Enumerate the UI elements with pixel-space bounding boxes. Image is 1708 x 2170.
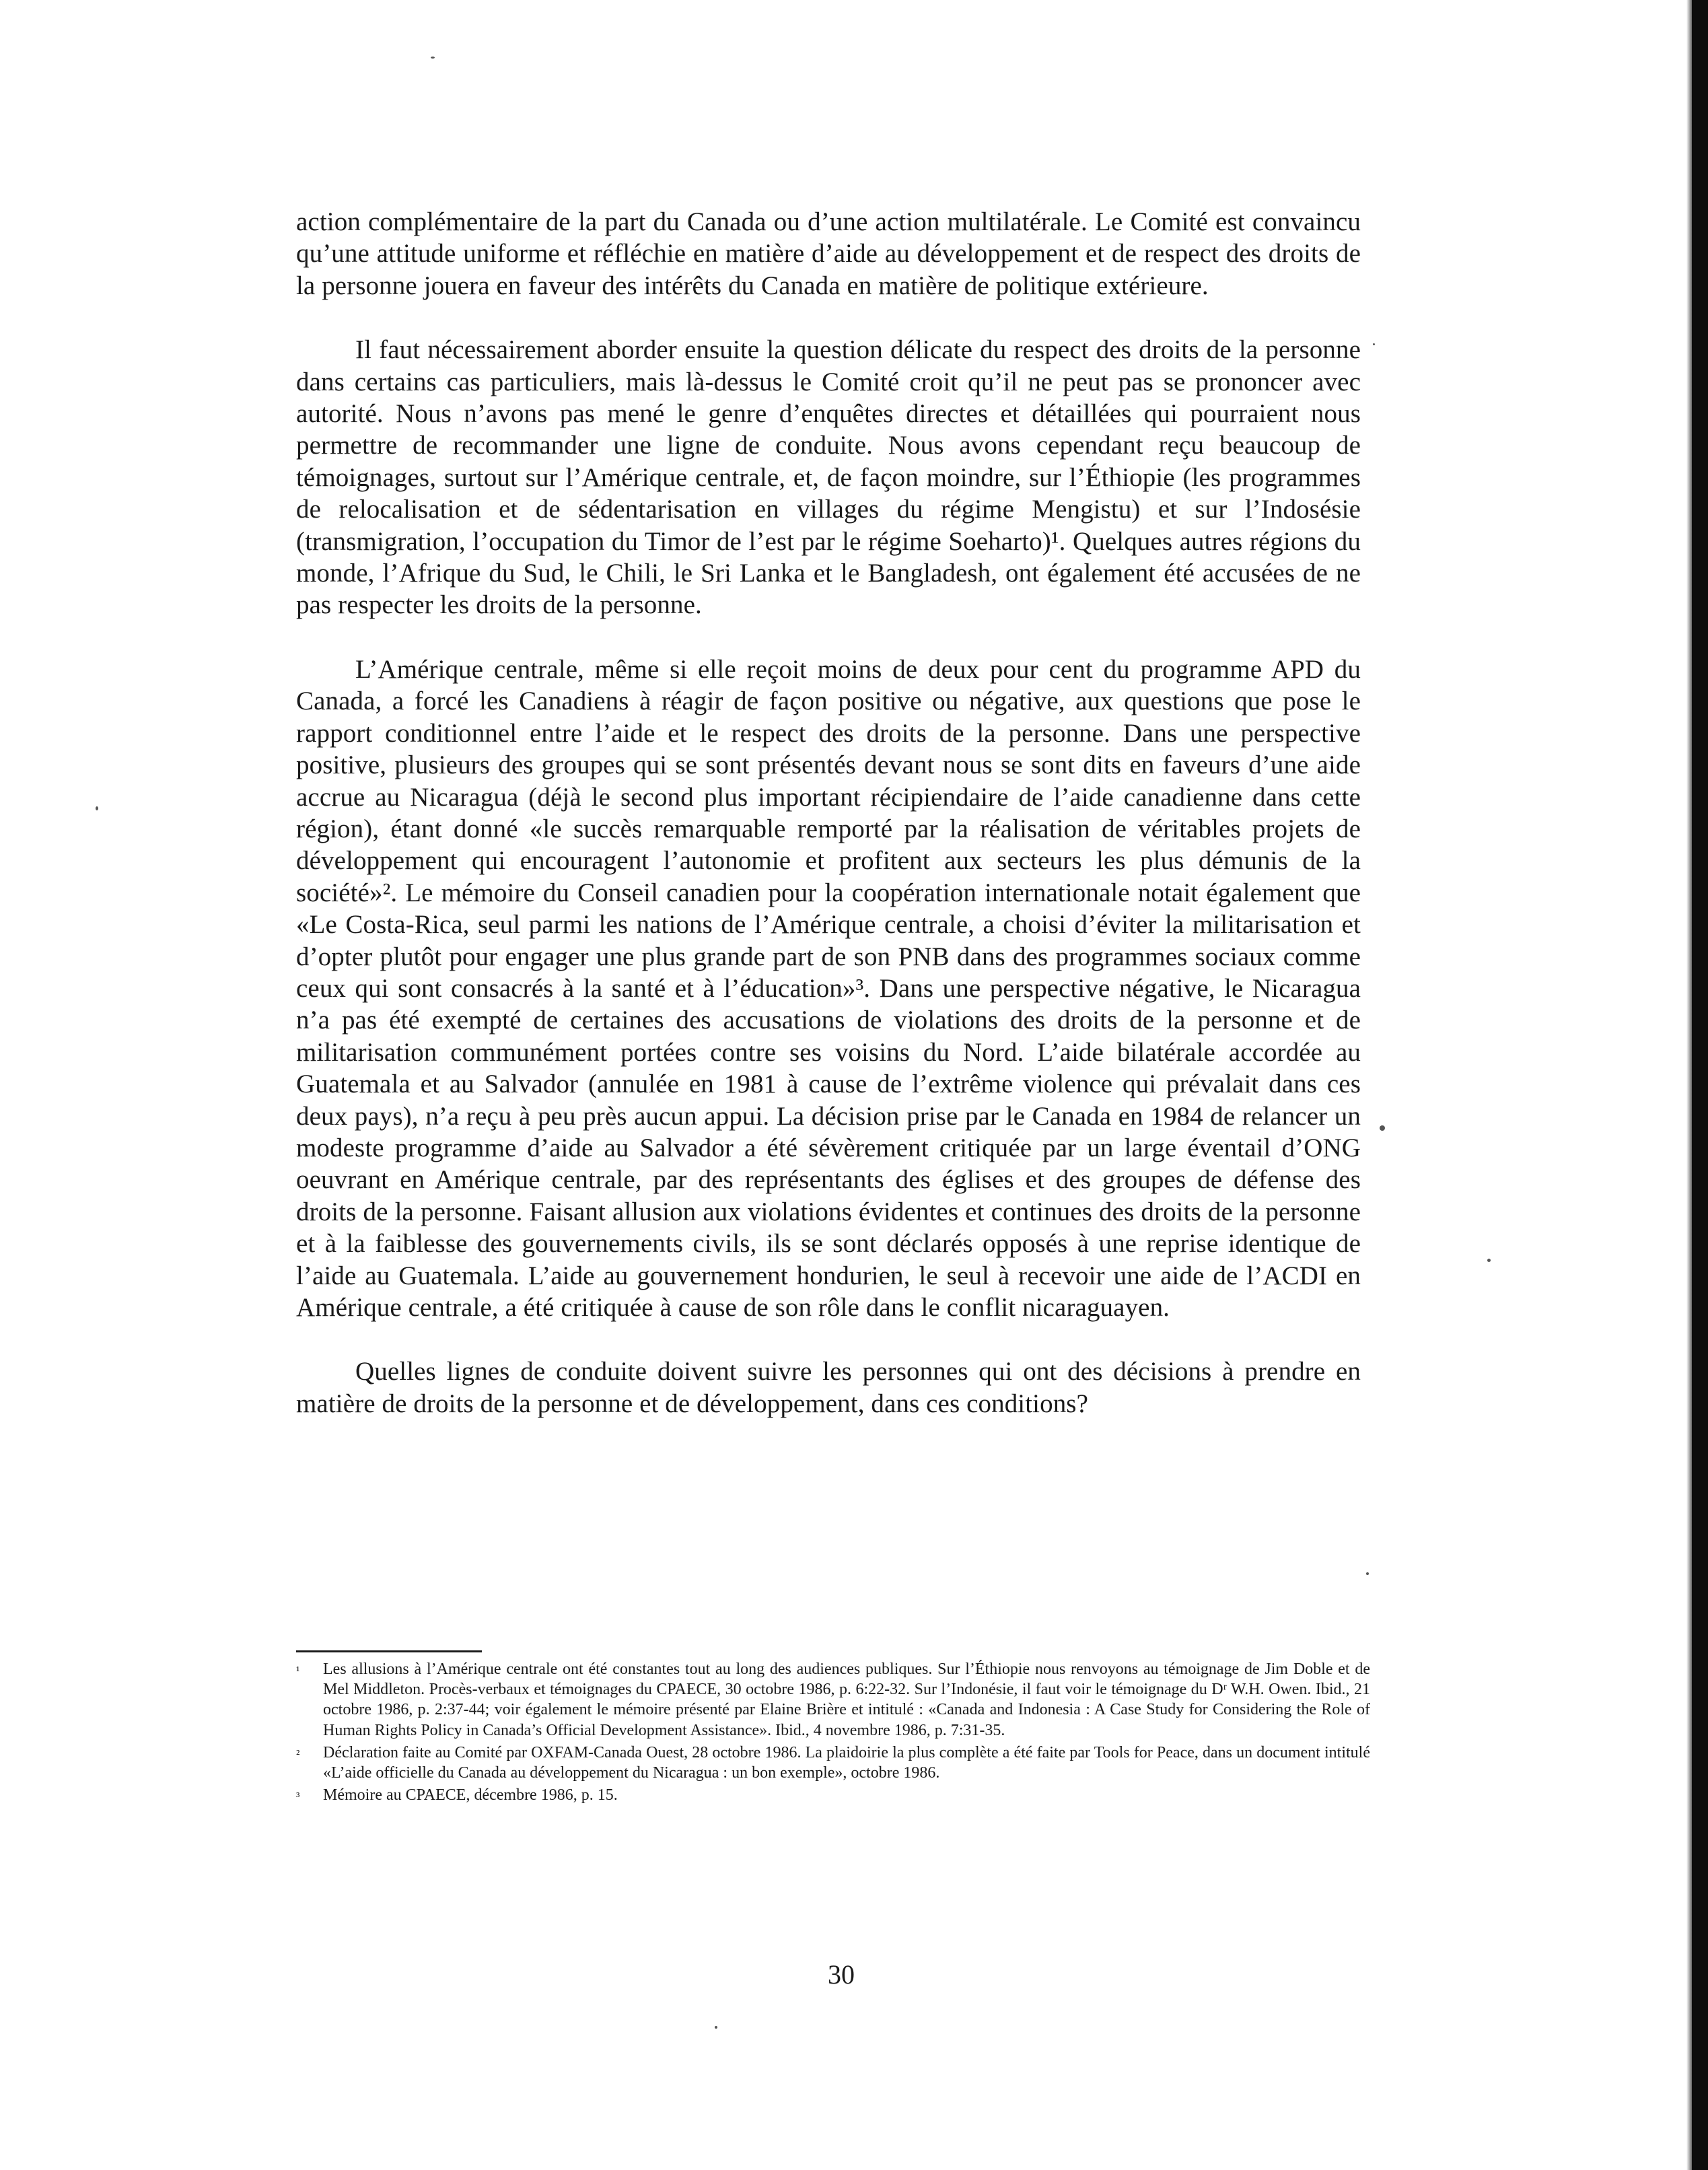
footnote-marker: ² [296,1747,300,1761]
footnote-text: Mémoire au CPAECE, décembre 1986, p. 15. [323,1786,618,1805]
footnote-text: Les allusions à l’Amérique centrale ont été constantes tout au long des audiences publiques. Sur l’Éthiopie nous renvoyons au témoignage de Jim Doble et de Mel Middleton. Procès-verbaux et témoignages du CPAECE, 30 octobre 1986, p. 6:22-32. Sur l’Indonésie, il faut voir le témoignage du Dʳ W.H. Owen. Ibid., 21 octobre 1986, p. 2:37-44; voir également le mémoire présenté par Elaine Brière et intitulé : «Canada and Indonesia : A Case Study for Considering the Role of Human Rights Policy in Canada’s Official Development Assistance». Ibid., 4 novembre 1986, p. 7:31-35. [323,1660,1370,1739]
scan-speck [1373,343,1375,345]
paragraph-4: Quelles lignes de conduite doivent suivre les personnes qui ont des décisions à prendre en matière de droits de la personne et de développement, dans ces conditions? [296,1357,1361,1418]
page-number: 30 [828,1959,855,1990]
footnote-rule [296,1650,482,1652]
scan-speck [1366,1572,1369,1575]
scan-speck [96,806,98,810]
scan-speck [431,57,435,59]
paragraph-1: action complémentaire de la part du Canada ou d’une action multilatérale. Le Comité est convaincu qu’une attitude uniforme et réfléchie en matière d’aide au développement et de respect des droits de la personne jouera en faveur des intérêts du Canada en matière de politique extérieure. [296,207,1361,300]
footnote-marker: ¹ [296,1664,300,1677]
footnotes [296,1650,1370,1809]
scan-speck [1487,1259,1491,1262]
paragraph-3: L’Amérique centrale, même si elle reçoit moins de deux pour cent du programme APD du Canada, a forcé les Canadiens à réagir de façon positive ou négative, aux questions que pose le rapport conditionnel entre l’aide et le respect des droits de la personne. Dans une perspective positive, plusieurs des groupes qui se sont présentés devant nous se sont dits en faveurs d’une aide accrue au Nicaragua (déjà le second plus important récipiendaire de l’aide canadienne dans cette région), étant donné «le succès remarquable remporté par la réalisation de véritables projets de développement qui encouragent l’autonomie et profitent aux secteurs les plus démunis de la société»². Le mémoire du Conseil canadien pour la coopération internationale notait également que «Le Costa-Rica, seul parmi les nations de l’Amérique centrale, a choisi d’éviter la militarisation et d’opter plutôt pour engager une plus grande part de son PNB dans des programmes sociaux comme ceux qui sont consacrés à la santé et à l’éducation»³. Dans une perspective négative, le Nicaragua n’a pas été exempté de certaines des accusations de violations des droits de la personne et de militarisation communément portées contre ses voisins du Nord. L’aide bilatérale accordée au Guatemala et au Salvador (annulée en 1981 à cause de l’extrême violence qui prévalait dans ces deux pays), n’a reçu à peu près aucun appui. La décision prise par le Canada en 1984 de relancer un modeste programme d’aide au Salvador a été sévèrement critiquée par un large éventail d’ONG oeuvrant en Amérique centrale, par des représentants des églises et des groupes de défense des droits de la personne. Faisant allusion aux violations évidentes et continues des droits de la personne et à la faiblesse des gouvernements civils, ils se sont déclarés opposés à une reprise identique de l’aide au Guatemala. L’aide au gouvernement hondurien, le seul à recevoir une aide de l’ACDI en Amérique centrale, a été critiquée à cause de son rôle dans le conflit nicaraguayen. [296,654,1361,1322]
scan-edge-border [1692,0,1708,2170]
footnote-marker: ³ [296,1790,300,1804]
footnote-3 [296,1785,1370,1807]
paragraph-2: Il faut nécessairement aborder ensuite la question délicate du respect des droits de la personne dans certains cas particuliers, mais là-dessus le Comité croit qu’il ne peut pas se prononcer avec autorité. Nous n’avons pas mené le genre d’enquêtes directes et détaillées qui pourraient nous permettre de recommander une ligne de conduite. Nous avons cependant reçu beaucoup de témoignages, surtout sur l’Amérique centrale, et, de façon moindre, sur l’Éthiopie (les programmes de relocalisation et de sédentarisation en villages du régime Mengistu) et sur l’Indosésie (transmigration, l’occupation du Timor de l’est par le régime Soeharto)¹. Quelques autres régions du monde, l’Afrique du Sud, le Chili, le Sri Lanka et le Bangladesh, ont également été accusées de ne pas respecter les droits de la personne. [296,335,1361,620]
footnote-2 [296,1743,1370,1783]
footnote-1 [296,1659,1370,1741]
scan-speck [1380,1125,1385,1131]
body-text [296,206,1361,1452]
scan-speck [715,2026,717,2029]
footnote-text: Déclaration faite au Comité par OXFAM-Canada Ouest, 28 octobre 1986. La plaidoirie la plus complète a été faite par Tools for Peace, dans un document intitulé «L’aide officielle du Canada au développement du Nicaragua : un bon exemple», octobre 1986. [323,1743,1370,1782]
scan-edge-shadow [1686,0,1692,2170]
